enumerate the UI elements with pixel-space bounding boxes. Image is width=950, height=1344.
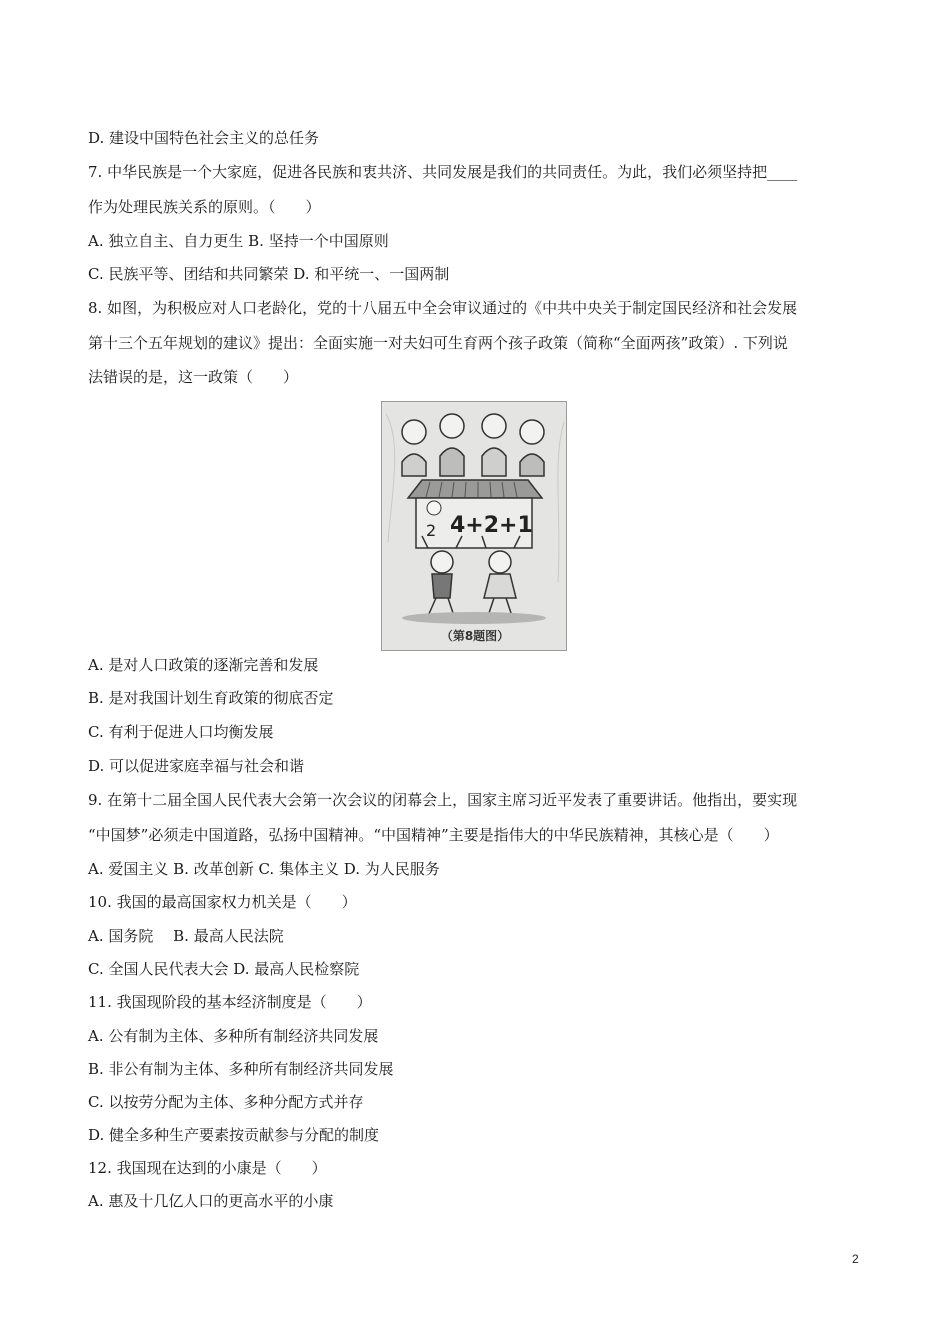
line-11: D. 可以促进家庭幸福与社会和谐 bbox=[88, 757, 305, 775]
line-4: C. 民族平等、团结和共同繁荣 D. 和平统一、一国两制 bbox=[88, 265, 450, 283]
line-20: B. 非公有制为主体、多种所有制经济共同发展 bbox=[88, 1060, 394, 1078]
line-15: 10. 我国的最高国家权力机关是（ ） bbox=[88, 893, 357, 911]
line-2: 作为处理民族关系的原则。（ ） bbox=[88, 198, 321, 216]
line-13: “中国梦”必须走中国道路，弘扬中国精神。“中国精神”主要是指伟大的中华民族精神，其核心是（ ） bbox=[88, 826, 779, 844]
line-0: D. 建设中国特色社会主义的总任务 bbox=[88, 129, 320, 147]
line-14: A. 爱国主义 B. 改革创新 C. 集体主义 D. 为人民服务 bbox=[88, 860, 440, 878]
line-19: A. 公有制为主体、多种所有制经济共同发展 bbox=[88, 1027, 379, 1045]
figure-caption: （第8题图） bbox=[440, 629, 510, 643]
line-24: A. 惠及十几亿人口的更高水平的小康 bbox=[88, 1192, 334, 1210]
question-8-figure bbox=[381, 401, 567, 651]
line-8: A. 是对人口政策的逐渐完善和发展 bbox=[88, 656, 319, 674]
page-number: 2 bbox=[852, 1252, 859, 1266]
line-3: A. 独立自主、自力更生 B. 坚持一个中国原则 bbox=[88, 232, 389, 250]
line-16: A. 国务院 B. 最高人民法院 bbox=[88, 927, 284, 945]
line-1: 7. 中华民族是一个大家庭，促进各民族和衷共济、共同发展是我们的共同责任。为此，我们必须坚持把____ bbox=[88, 163, 798, 181]
line-6: 第十三个五年规划的建议》提出：全面实施一对夫妇可生育两个孩子政策（简称“全面两孩”政策）. 下列说 bbox=[88, 334, 788, 352]
line-5: 8. 如图，为积极应对人口老龄化，党的十八届五中全会审议通过的《中共中央关于制定国民经济和社会发展 bbox=[88, 299, 798, 317]
line-9: B. 是对我国计划生育政策的彻底否定 bbox=[88, 689, 334, 707]
figure-box-label: 4+2+1 bbox=[450, 513, 533, 538]
line-17: C. 全国人民代表大会 D. 最高人民检察院 bbox=[88, 960, 360, 978]
figure-side-label: 2 bbox=[426, 521, 437, 540]
line-23: 12. 我国现在达到的小康是（ ） bbox=[88, 1159, 327, 1177]
line-10: C. 有利于促进人口均衡发展 bbox=[88, 723, 274, 741]
line-7: 法错误的是，这一政策（ ） bbox=[88, 368, 299, 386]
line-18: 11. 我国现阶段的基本经济制度是（ ） bbox=[88, 993, 372, 1011]
line-12: 9. 在第十二届全国人民代表大会第一次会议的闭幕会上，国家主席习近平发表了重要讲话。他指出，要实现 bbox=[88, 791, 798, 809]
line-22: D. 健全多种生产要素按贡献参与分配的制度 bbox=[88, 1126, 380, 1144]
line-21: C. 以按劳分配为主体、多种分配方式并存 bbox=[88, 1093, 364, 1111]
